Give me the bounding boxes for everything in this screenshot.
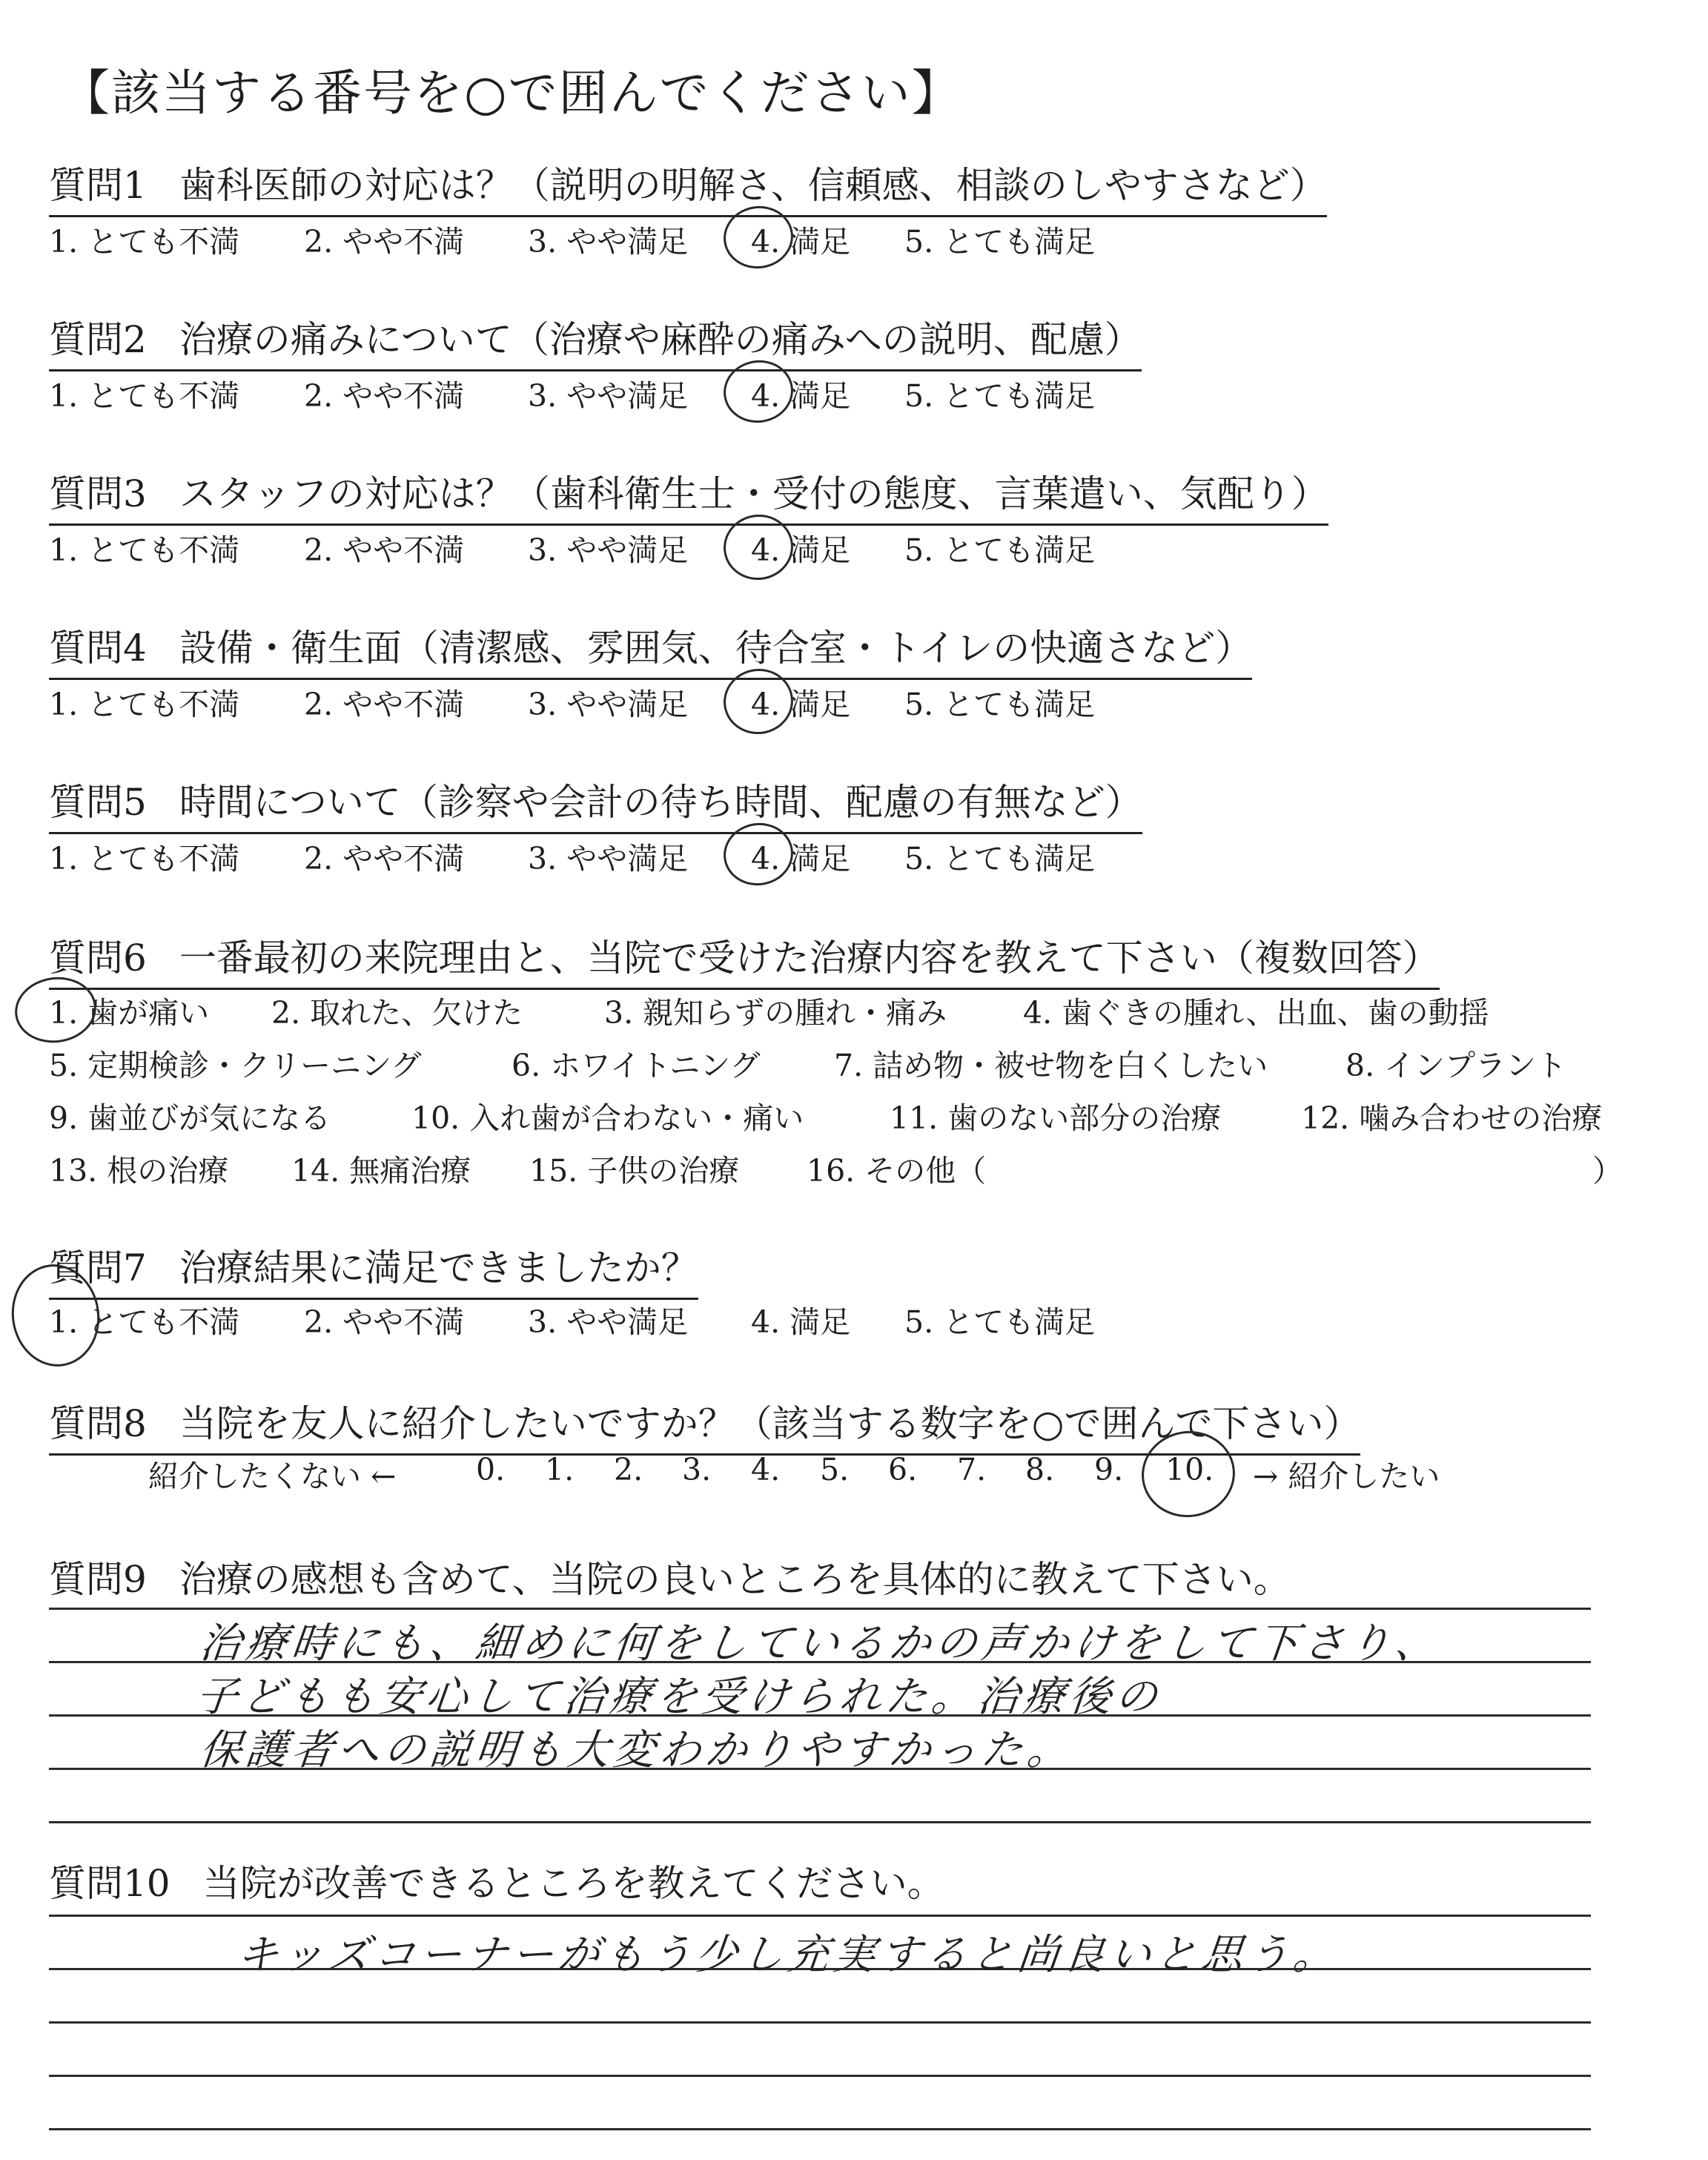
question-text: 時間について（診察や会計の待ち時間、配慮の有無など） xyxy=(179,781,1142,824)
answer-rule xyxy=(49,1915,1591,1917)
option-5[interactable]: 5. とても満足 xyxy=(904,687,1096,722)
scale-value[interactable]: 6. xyxy=(888,1452,918,1487)
option-1[interactable]: 1. とても不満 xyxy=(49,378,240,414)
option-4[interactable]: 4. 満足 xyxy=(751,841,851,876)
option-2[interactable]: 2. やや不満 xyxy=(304,224,465,260)
option-4[interactable]: 4. 満足 xyxy=(751,224,851,260)
question-text: スタッフの対応は？（歯科衛生士・受付の態度、言葉遣い、気配り） xyxy=(179,472,1328,515)
question-text: 治療の痛みについて（治療や麻酔の痛みへの説明、配慮） xyxy=(179,318,1142,361)
page-title: 【該当する番号を○で囲んでください】 xyxy=(61,65,962,122)
question-number: 質問8 xyxy=(49,1402,147,1445)
reason-option[interactable]: 11. 歯のない部分の治療 xyxy=(890,1100,1222,1136)
reason-option[interactable]: 8. インプラント xyxy=(1345,1048,1567,1083)
answer-rule xyxy=(49,1821,1591,1823)
option-5[interactable]: 5. とても満足 xyxy=(904,378,1096,414)
handwritten-answer-line: 子どもも安心して治療を受けられた。治療後の xyxy=(193,1673,1164,1721)
reason-option[interactable]: 14. 無痛治療 xyxy=(291,1153,471,1189)
answer-rule xyxy=(49,2128,1591,2130)
option-4[interactable]: 4. 満足 xyxy=(751,687,851,722)
question-2 xyxy=(49,310,1142,371)
question-number: 質問10 xyxy=(49,1862,171,1905)
answer-rule xyxy=(49,2021,1591,2024)
reason-option[interactable]: 2. 取れた、欠けた xyxy=(271,995,523,1031)
scale-value[interactable]: 5. xyxy=(820,1452,850,1487)
reason-option[interactable]: 1. 歯が痛い xyxy=(49,995,210,1031)
question-number: 質問3 xyxy=(49,472,147,515)
question-4 xyxy=(49,618,1252,680)
question-number: 質問1 xyxy=(49,164,147,207)
option-1[interactable]: 1. とても不満 xyxy=(49,532,240,568)
option-3[interactable]: 3. やや満足 xyxy=(528,378,689,414)
question-1 xyxy=(49,156,1327,217)
question-text: 歯科医師の対応は？（説明の明解さ、信頼感、相談のしやすさなど） xyxy=(179,164,1327,207)
question-text: 治療結果に満足できましたか？ xyxy=(179,1246,698,1289)
question-text: 一番最初の来院理由と、当院で受けた治療内容を教えて下さい（複数回答） xyxy=(179,937,1440,980)
option-3[interactable]: 3. やや満足 xyxy=(528,1304,689,1340)
question-9 xyxy=(49,1550,1291,1603)
question-number: 質問7 xyxy=(49,1246,147,1289)
question-text: 設備・衛生面（清潔感、雰囲気、待合室・トイレの快適さなど） xyxy=(179,627,1253,670)
option-1[interactable]: 1. とても不満 xyxy=(49,841,240,876)
question-text: 当院を友人に紹介したいですか？（該当する数字を○で囲んで下さい） xyxy=(179,1402,1361,1445)
option-2[interactable]: 2. やや不満 xyxy=(304,687,465,722)
question-number: 質問9 xyxy=(49,1558,147,1601)
reason-option[interactable]: 15. 子供の治療 xyxy=(529,1153,740,1189)
scale-value[interactable]: 1. xyxy=(545,1452,575,1487)
option-3[interactable]: 3. やや満足 xyxy=(528,841,689,876)
reason-option[interactable]: 6. ホワイトニング xyxy=(512,1048,761,1083)
option-1[interactable]: 1. とても不満 xyxy=(49,687,240,722)
option-3[interactable]: 3. やや満足 xyxy=(528,224,689,260)
question-number: 質問4 xyxy=(49,627,147,670)
option-5[interactable]: 5. とても満足 xyxy=(904,532,1096,568)
reason-option[interactable]: 5. 定期検診・クリーニング xyxy=(49,1048,422,1083)
option-2[interactable]: 2. やや不満 xyxy=(304,841,465,876)
scale-value[interactable]: 4. xyxy=(751,1452,781,1487)
scale-value[interactable]: 0. xyxy=(476,1452,506,1487)
question-number: 質問6 xyxy=(49,937,147,980)
question-7 xyxy=(49,1238,698,1300)
question-text: 治療の感想も含めて、当院の良いところを具体的に教えて下さい。 xyxy=(179,1558,1291,1601)
reason-option[interactable]: 4. 歯ぐきの腫れ、出血、歯の動揺 xyxy=(1023,995,1489,1031)
question-number: 質問5 xyxy=(49,781,147,824)
question-number: 質問2 xyxy=(49,318,147,361)
question-6 xyxy=(49,928,1440,990)
reason-option[interactable]: 7. 詰め物・被せ物を白くしたい xyxy=(834,1048,1268,1083)
scale-value[interactable]: 2. xyxy=(614,1452,643,1487)
reason-option[interactable]: 16. その他（ xyxy=(807,1153,987,1189)
question-10 xyxy=(49,1854,944,1907)
question-5 xyxy=(49,773,1142,834)
option-4[interactable]: 4. 満足 xyxy=(751,532,851,568)
handwritten-answer-line: 保護者への説明も大変わかりやすかった。 xyxy=(197,1726,1076,1774)
question-3 xyxy=(49,464,1328,526)
scale-value[interactable]: 8. xyxy=(1025,1452,1055,1487)
scale-value[interactable]: 3. xyxy=(682,1452,712,1487)
scale-left-label: 紹介したくない ← xyxy=(148,1459,397,1494)
scale-value[interactable]: 10. xyxy=(1165,1452,1214,1487)
option-5[interactable]: 5. とても満足 xyxy=(904,1304,1096,1340)
option-2[interactable]: 2. やや不満 xyxy=(304,1304,465,1340)
reason-option[interactable]: 9. 歯並びが気になる xyxy=(49,1100,331,1136)
option-2[interactable]: 2. やや不満 xyxy=(304,378,465,414)
question-text: 当院が改善できるところを教えてください。 xyxy=(202,1862,944,1905)
option-4[interactable]: 4. 満足 xyxy=(751,378,851,414)
scale-value[interactable]: 9. xyxy=(1094,1452,1124,1487)
handwritten-answer-line: キッズコーナーがもう少し充実すると尚良いと思う。 xyxy=(234,1931,1342,1979)
scale-right-label: → 紹介したい xyxy=(1253,1459,1440,1494)
reason-option[interactable]: 3. 親知らずの腫れ・痛み xyxy=(604,995,947,1031)
option-4[interactable]: 4. 満足 xyxy=(751,1304,851,1340)
option-5[interactable]: 5. とても満足 xyxy=(904,224,1096,260)
option-1[interactable]: 1. とても不満 xyxy=(49,224,240,260)
scale-value[interactable]: 7. xyxy=(957,1452,987,1487)
other-close-paren: ） xyxy=(1592,1153,1623,1189)
answer-rule xyxy=(49,2075,1591,2077)
reason-option[interactable]: 13. 根の治療 xyxy=(49,1153,229,1189)
handwritten-answer-line: 治療時にも、細めに何をしているかの声かけをして下さり、 xyxy=(197,1619,1443,1668)
option-5[interactable]: 5. とても満足 xyxy=(904,841,1096,876)
option-2[interactable]: 2. やや不満 xyxy=(304,532,465,568)
reason-option[interactable]: 12. 噛み合わせの治療 xyxy=(1301,1100,1603,1136)
option-3[interactable]: 3. やや満足 xyxy=(528,532,689,568)
option-3[interactable]: 3. やや満足 xyxy=(528,687,689,722)
reason-option[interactable]: 10. 入れ歯が合わない・痛い xyxy=(411,1100,804,1136)
answer-rule xyxy=(49,1608,1591,1610)
option-1[interactable]: 1. とても不満 xyxy=(49,1304,240,1340)
